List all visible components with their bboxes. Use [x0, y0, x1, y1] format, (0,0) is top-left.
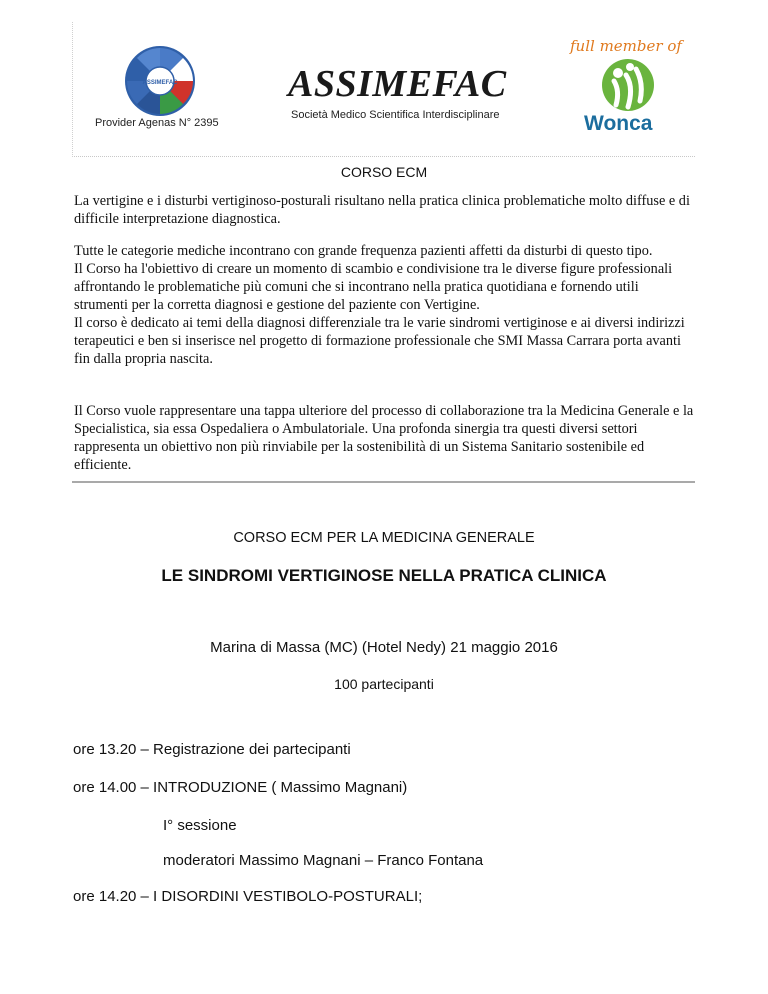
intro-paragraph-2 — [74, 242, 694, 368]
session-moderators: moderatori Massimo Magnani – Franco Fontana — [163, 852, 484, 869]
svg-text:ASSIMEFAC: ASSIMEFAC — [142, 80, 178, 86]
brand-subtitle: Società Medico Scientifica Interdisciplinare — [291, 109, 500, 121]
provider-number: Provider Agenas N° 2395 — [95, 117, 219, 129]
paragraph-line: Il Corso ha l'obiettivo di creare un momento di scambio e condivisione tra le diverse figure professionali affrontando le problematiche più comuni che si incontrano nella pratica quotidiana e fornendo utili strumenti per la corretta diagnosi e gestione del paziente con Vertigine. — [74, 261, 673, 313]
intro-label: CORSO ECM — [340, 164, 428, 180]
wonca-wordmark: Wonca — [584, 112, 653, 135]
letterhead — [72, 22, 695, 157]
program-item: ore 14.00 – INTRODUZIONE ( Massimo Magnani) — [73, 779, 408, 796]
assimefac-logo-icon — [123, 44, 197, 118]
course-location-date: Marina di Massa (MC) (Hotel Nedy) 21 maggio 2016 — [210, 639, 558, 656]
paragraph-line: Tutte le categorie mediche incontrano con grande frequenza pazienti affetti da disturbi di questo tipo. — [74, 243, 653, 259]
full-member-label: full member of — [570, 37, 682, 55]
intro-paragraph-1: La vertigine e i disturbi vertiginoso-posturali risultano nella pratica clinica problematiche molto diffuse e di difficile interpretazione diagnostica. — [74, 193, 690, 227]
brand-name: ASSIMEFAC — [288, 63, 507, 105]
paragraph-line: Il corso è dedicato ai temi della diagnosi differenziale tra le varie sindromi vertiginose e ai diversi indirizzi terapeutici e ben si inserisce nel progetto di formazione professionale che SMI Massa Carrara porta avanti fin dalla propria nascita. — [74, 315, 685, 367]
session-label: I° sessione — [163, 817, 237, 834]
course-subtitle: CORSO ECM PER LA MEDICINA GENERALE — [233, 530, 535, 546]
course-participants: 100 partecipanti — [334, 676, 434, 692]
intro-paragraph-3: Il Corso vuole rappresentare una tappa ulteriore del processo di collaborazione tra la Medicina Generale e la Specialistica, sia essa Ospedaliera o Ambulatoriale. Una profonda sinergia tra questi diversi settori rappresenta un obiettivo non più rinviabile per la sostenibilità di un Sistema Sanitario sostenibile ed efficiente. — [74, 403, 694, 473]
program-item: ore 13.20 – Registrazione dei partecipanti — [73, 741, 351, 758]
course-title: LE SINDROMI VERTIGINOSE NELLA PRATICA CLINICA — [161, 566, 607, 585]
program-item: ore 14.20 – I DISORDINI VESTIBOLO-POSTURALI; — [73, 888, 423, 905]
wonca-logo-icon — [600, 57, 656, 113]
section-divider — [72, 481, 695, 483]
